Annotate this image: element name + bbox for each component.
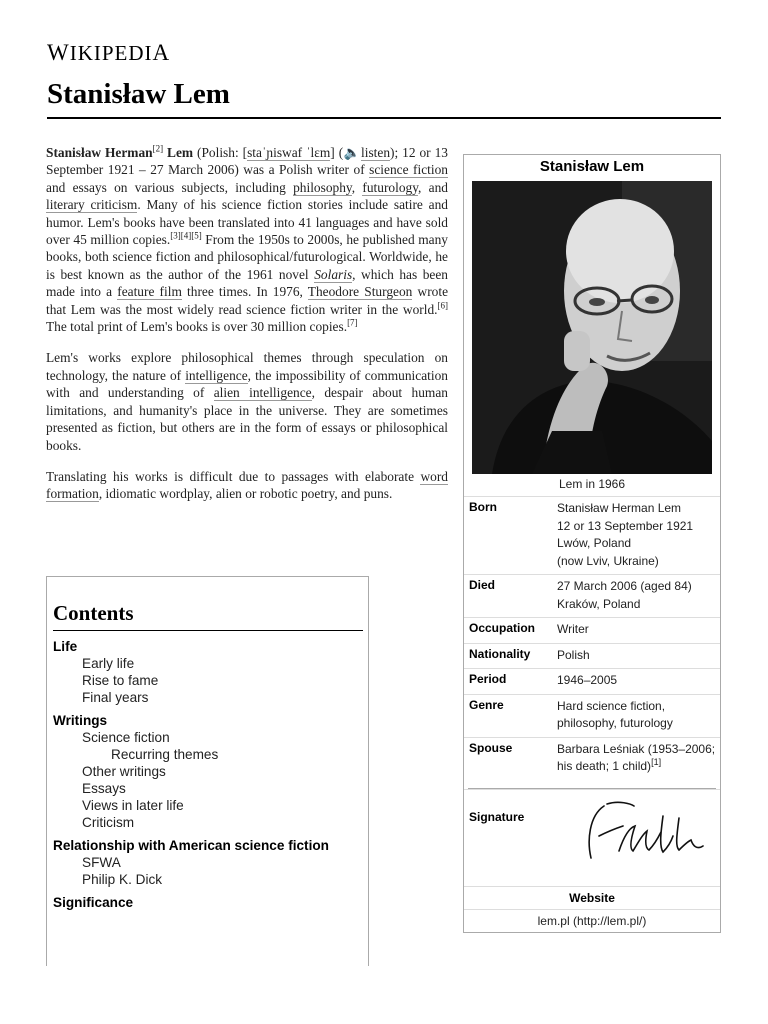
wordmark-final: A [152,40,171,65]
title-divider [47,117,721,119]
toc-item[interactable]: Science fiction [82,730,170,745]
link-word-formation[interactable]: word formation [46,468,448,502]
infobox-row-nationality [464,643,720,669]
text: Translating his works is difficult due to passages with elaborate [46,468,421,484]
portrait-image [472,181,712,474]
toc-item[interactable]: Writings [53,713,108,728]
text: three times. In 1976, [181,284,308,300]
row-label: Died [469,578,496,592]
row-value [557,578,716,613]
text: , and [418,179,449,195]
toc-item[interactable]: Life [53,639,78,654]
paragraph-intro [46,144,448,335]
wordmark-initial: W [47,40,70,65]
text: Lem's works explore philosophical themes through speculation on technology, the nature of [46,350,448,383]
link-theodore-sturgeon[interactable]: Theodore Sturgeon [307,284,413,300]
text: , [351,179,363,195]
ipa-close: ] ( [330,145,344,160]
toc-item[interactable]: Other writings [82,764,166,779]
toc-item[interactable]: Recurring themes [111,747,219,762]
row-label: Born [469,500,497,514]
link-philosophy[interactable]: philosophy [293,179,352,195]
wordmark-middle: IKIPEDI [69,41,153,65]
ref-6[interactable]: [6] [437,300,448,311]
text: , idiomatic wordplay, alien or robotic poetry, and puns. [98,486,393,502]
row-value [557,500,716,570]
website-label: Website [464,886,720,909]
toc-item[interactable]: Final years [82,690,149,705]
link-feature-film[interactable]: feature film [117,284,182,300]
text: The total print of Lem's books is over 30 million copies. [46,319,348,335]
paragraph-translation [46,468,448,503]
row-value[interactable]: Hard science fiction, philosophy, futurology [557,698,673,730]
refs-3-4-5[interactable]: [3][4][5] [170,230,202,241]
born-date: 12 or 13 September 1921 [557,518,694,533]
infobox-row-signature [464,789,720,886]
link-intelligence[interactable]: intelligence [185,367,248,383]
infobox-row-genre [464,694,720,737]
row-label: Spouse [469,740,513,755]
ref-1[interactable]: [1] [651,757,662,767]
toc-item[interactable]: Criticism [82,815,135,830]
toc-item[interactable]: Early life [82,656,135,671]
text: From the 1950s to 2000s, he published many books, both science fiction and philosophical/futurological. Worldwide, he is best known as the author of the 1961 novel [46,232,448,282]
photo-caption: Lem in 1966 [558,477,626,491]
text: and essays on various subjects, including [46,179,294,195]
wikipedia-wordmark[interactable] [47,40,170,66]
speaker-icon[interactable]: 🔈 [343,145,362,160]
website-link[interactable]: lem.pl (http://lem.pl/) [464,909,720,932]
toc-item[interactable]: Philip K. Dick [82,872,163,887]
row-label: Nationality [469,646,531,661]
text: , which has been made into a [46,266,448,300]
row-label: Genre [469,697,504,712]
row-label: Period [469,672,507,686]
lang-note: (Polish: [ [197,145,248,160]
ipa-pronunciation[interactable]: staˈɲiswaf ˈlɛm [247,145,331,160]
signature-image [579,796,709,866]
row-value: Polish [557,647,590,662]
toc-item[interactable]: SFWA [82,855,121,870]
text: . Many of his science fiction stories include satire and humor. Lem's books have been translated into 41 languages and have sold over 45 million copies. [46,197,448,248]
paragraph-themes [46,349,448,453]
row-label: Signature [469,809,525,824]
toc-item[interactable]: Relationship with American science fiction [53,838,329,853]
toc-item[interactable]: Views in later life [82,798,184,813]
infobox [463,154,721,933]
toc-title: Contents [53,601,363,631]
text: , the impossibility of communication with and understanding of [46,367,448,401]
row-value: Writer [557,622,589,636]
link-science-fiction[interactable]: science fiction [369,162,449,178]
text: ); 12 or 13 September 1921 – 27 March 2006) was a Polish writer of [46,145,448,178]
link-alien-intelligence[interactable]: alien intelligence [213,385,312,401]
subject-name-first: Stanisław Herman [46,145,153,160]
ref-7[interactable]: [7] [347,317,358,328]
infobox-row-spouse [464,737,720,780]
infobox-row-period [464,668,720,694]
infobox-row-born [464,496,720,574]
toc-item[interactable]: Significance [53,895,134,910]
toc-list [47,639,368,910]
text: , despair about human limitations, and humanity's place in the universe. They are sometimes presented as fiction, but others are in the form of essays or philosophical books. [46,385,448,453]
infobox-row-died [464,574,720,617]
died-date: 27 March 2006 (aged 84) [557,579,692,593]
infobox-title: Stanisław Lem [539,158,645,175]
listen-link[interactable]: listen [361,145,391,160]
row-value [557,741,716,776]
spouse-value: Barbara Leśniak (1953–2006; his death; 1 child) [557,741,716,773]
born-place-now: (now Lviv, Ukraine) [557,553,659,568]
row-value: 1946–2005 [557,673,618,687]
row-label: Occupation [469,621,536,635]
subject-name-last: Lem [167,145,194,160]
link-literary-criticism[interactable]: literary criticism [46,197,138,213]
article-body [46,144,448,517]
ref-2[interactable]: [2] [152,143,164,154]
died-place: Kraków, Poland [557,596,641,611]
link-futurology[interactable]: futurology [362,179,419,195]
toc-item[interactable]: Rise to fame [82,673,159,688]
toc-item[interactable]: Essays [82,781,126,796]
born-place: Lwów, Poland [557,536,632,550]
page-title: Stanisław Lem [47,78,230,110]
portrait-photo[interactable] [472,181,712,474]
infobox-row-occupation [464,617,720,643]
table-of-contents [46,576,369,966]
born-name: Stanisław Herman Lem [557,501,682,515]
link-solaris[interactable]: Solaris [314,266,353,282]
text: wrote that Lem was the most widely read science fiction writer in the world. [46,284,449,317]
